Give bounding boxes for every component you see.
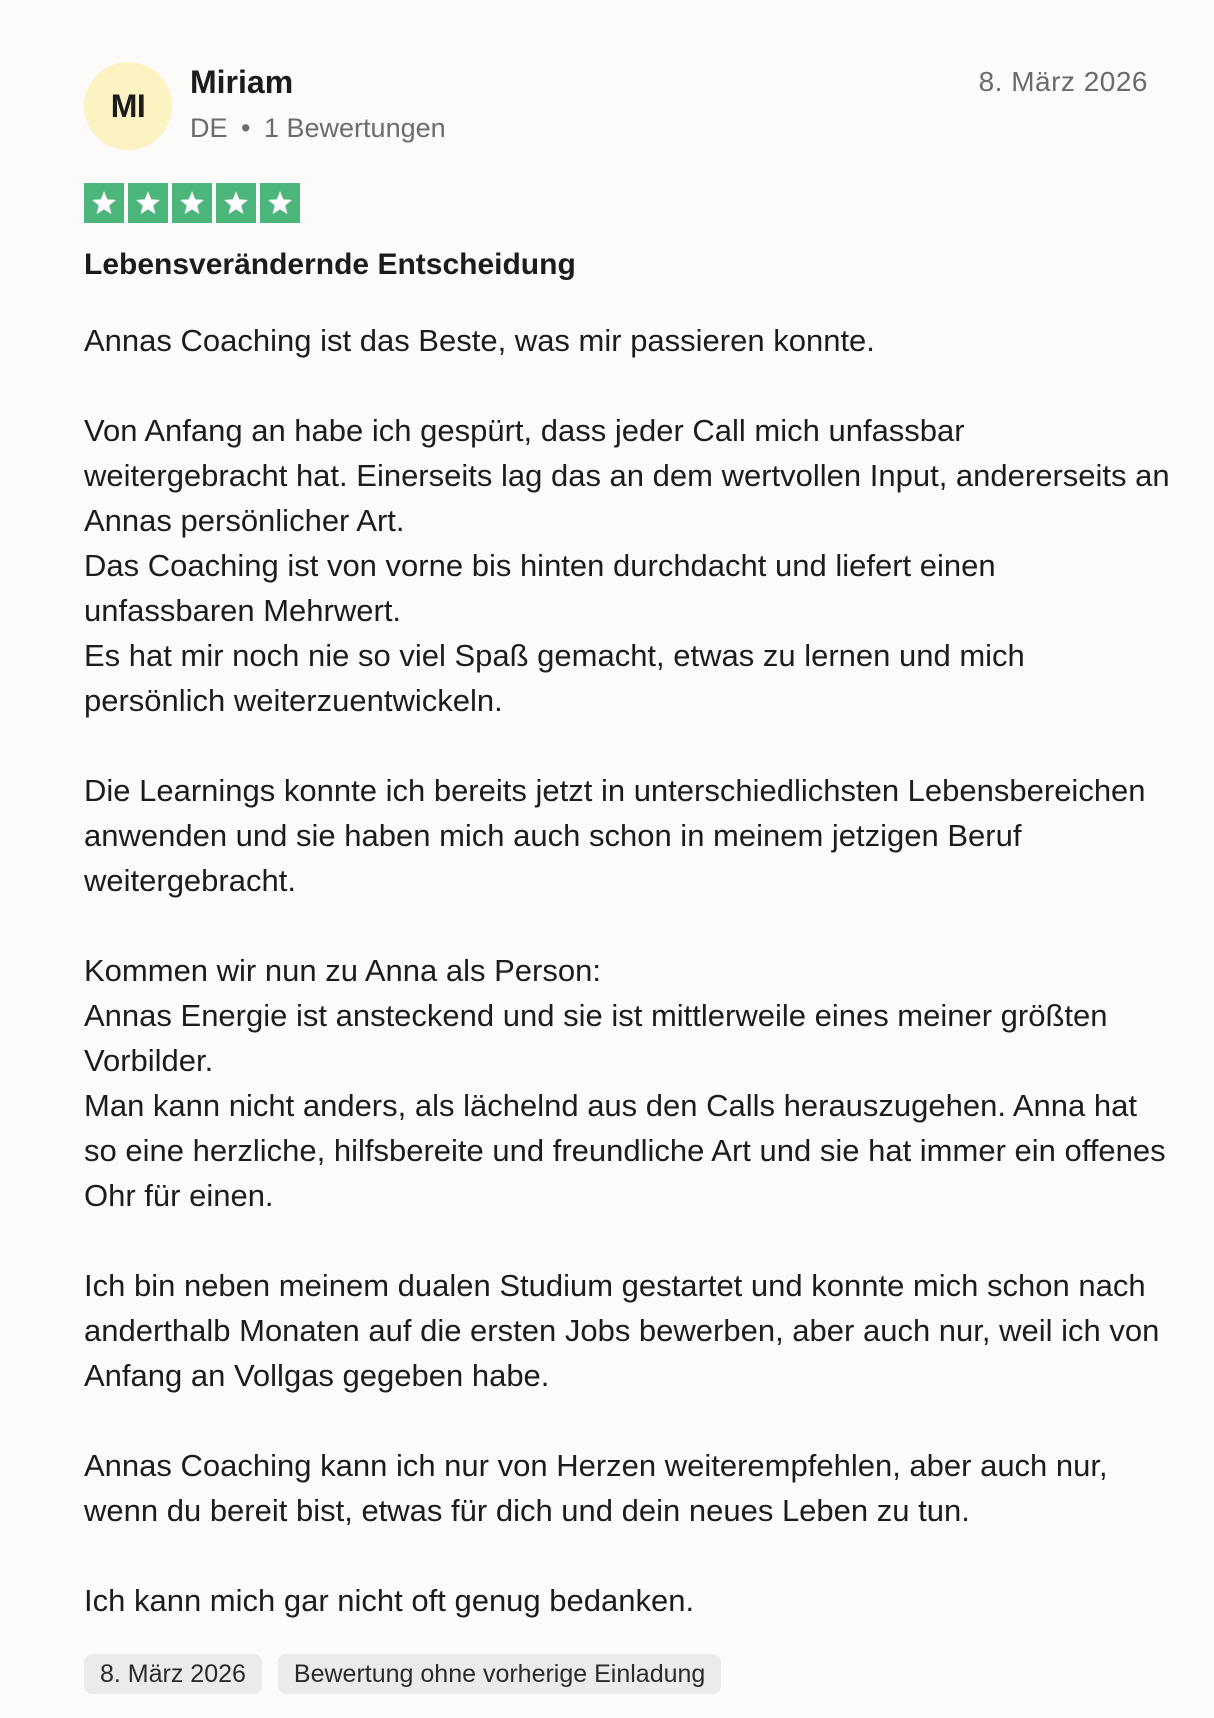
star-icon [128,183,168,223]
review-text-line: Es hat mir noch nie so viel Spaß gemacht, etwas zu lernen und mich persönlich weiterzuentwickeln. [84,638,1025,718]
meta-separator: • [241,113,251,143]
review-text-line: Die Learnings konnte ich bereits jetzt in unterschiedlichsten Lebensbereichen anwenden und sie haben mich auch schon in meinem jetzigen Beruf weitergebracht. [84,773,1146,898]
review-text-line: Das Coaching ist von vorne bis hinten durchdacht und liefert einen unfassbaren Mehrwert. [84,548,996,628]
reviewer-country: DE [190,113,228,143]
review-text-line: Ich bin neben meinem dualen Studium gestartet und konnte mich schon nach anderthalb Monaten auf die ersten Jobs bewerben, aber auch nur, weil ich von Anfang an Vollgas gegeben habe. [84,1268,1160,1393]
review-paragraph [84,1578,1174,1623]
review-text-line: Annas Coaching kann ich nur von Herzen weiterempfehlen, aber auch nur, wenn du bereit bist, etwas für dich und dein neues Leben zu tun. [84,1448,1108,1528]
review-text-line: Annas Coaching ist das Beste, was mir passieren konnte. [84,323,875,358]
star-rating [84,183,300,223]
review-text-line: Man kann nicht anders, als lächelnd aus den Calls herauszugehen. Anna hat so eine herzliche, hilfsbereite und freundliche Art und sie hat immer ein offenes Ohr für einen. [84,1088,1166,1213]
review-paragraph [84,318,1174,363]
star-icon [84,183,124,223]
review-paragraph [84,408,1174,723]
review-paragraph [84,768,1174,903]
review-date: 8. März 2026 [978,66,1148,97]
review-body [84,318,1174,1623]
invitation-status-tag[interactable]: Bewertung ohne vorherige Einladung [278,1654,721,1694]
avatar[interactable] [84,62,172,150]
reviewer-meta [190,113,446,144]
avatar-initials: MI [110,87,146,124]
review-paragraph [84,1263,1174,1398]
star-icon [260,183,300,223]
review-paragraph [84,948,1174,1218]
review-text-line: Von Anfang an habe ich gespürt, dass jeder Call mich unfassbar weitergebracht hat. Einerseits lag das an dem wertvollen Input, andererseits an Annas persönlicher Art. [84,413,1170,538]
review-text-line: Kommen wir nun zu Anna als Person: [84,953,601,988]
star-icon [216,183,256,223]
reviewer-review-count: 1 Bewertungen [264,113,446,143]
review-paragraph [84,1443,1174,1533]
reviewer-name-link[interactable]: Miriam [190,64,294,100]
review-title[interactable]: Lebensverändernde Entscheidung [84,248,576,281]
review-tags [84,1654,721,1694]
review-text-line: Annas Energie ist ansteckend und sie ist mittlerweile eines meiner größten Vorbilder. [84,998,1108,1078]
experience-date-tag: 8. März 2026 [84,1654,262,1694]
review-text-line: Ich kann mich gar nicht oft genug bedanken. [84,1583,695,1618]
star-icon [172,183,212,223]
